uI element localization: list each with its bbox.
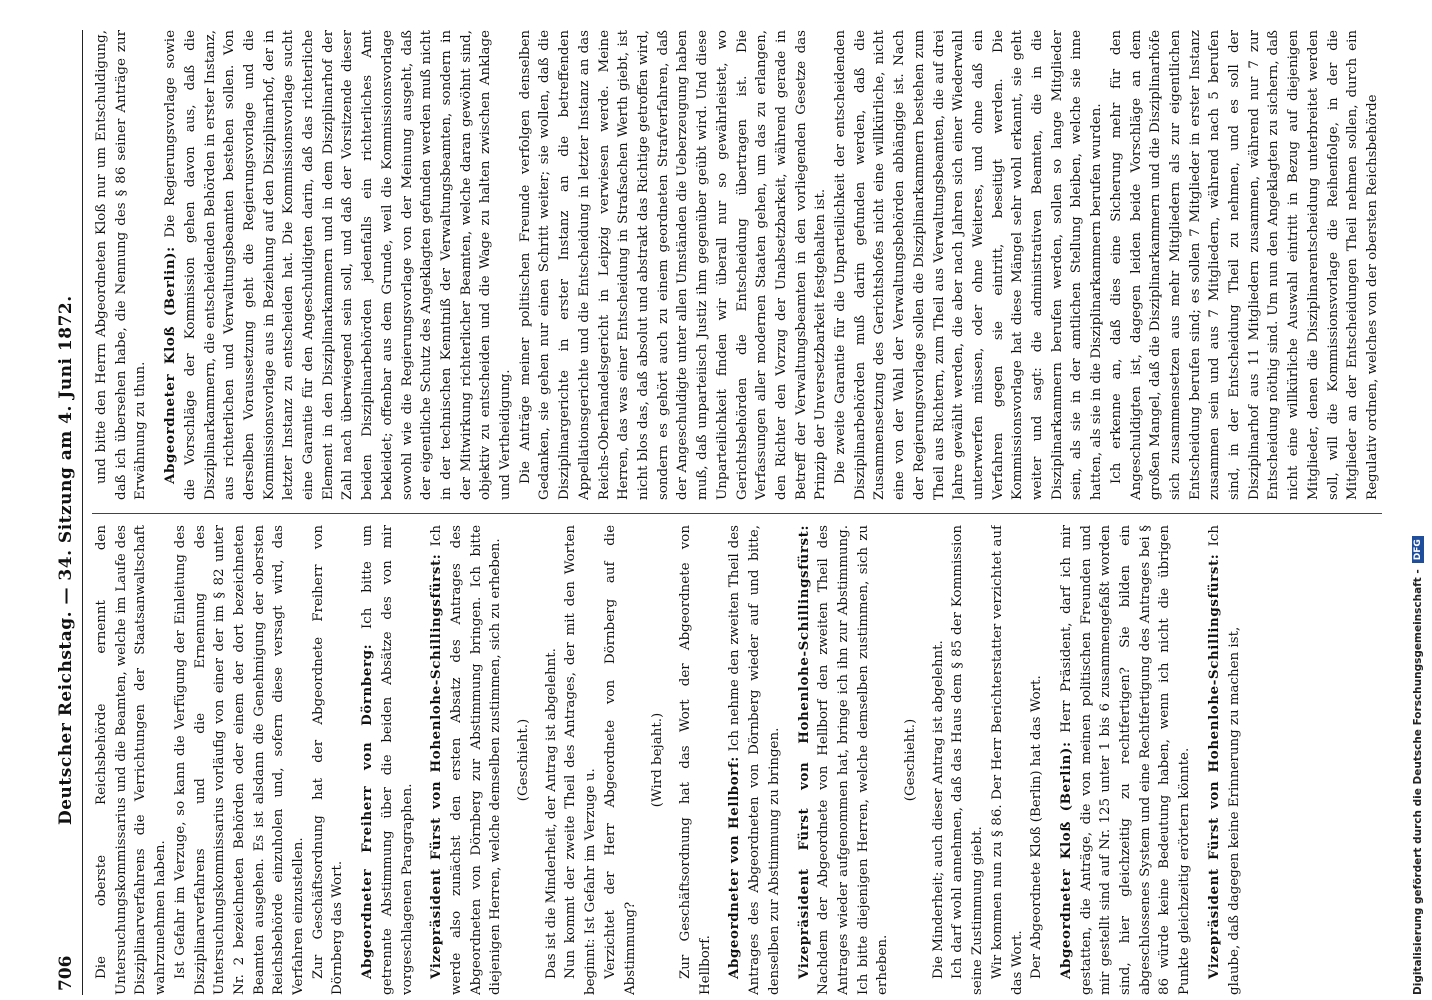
page-number: 706	[56, 955, 76, 991]
speech-text: Ich glaube, daß dagegen keine Erinnerung zu machen ist,	[1206, 525, 1242, 995]
speech-paragraph	[1205, 525, 1244, 995]
column-divider	[92, 513, 1382, 514]
credit-text: Digitalisierung gefördert durch die Deutsche Forschungsgemeinschaft -	[1412, 569, 1424, 995]
text-paragraph: Die zweite Garantie für die Unparteilichkeit der entscheidenden Disziplinarbehörden muß darin gefunden werden, daß die Zusammensetzung des Gerichtshofes nicht eine willkürliche, nicht eine von der Wahl der Verwaltungsbehörden abhängige ist. Nach der Regierungsvorlage sollen die Disziplinarkammern bestehen zum Theil aus Richtern, zum Theil aus Verwaltungsbeamten, die auf drei Jahre gewählt werden, die aber nach Jahren sich einer Wiederwahl unterwerfen müssen, oder ohne Weiteres, und ohne daß ein Verfahren gegen sie eintritt, beseitigt werden. Die Kommissionsvorlage hat diese Mängel sehr wohl erkannt, sie geht weiter und sagt: die administrativen Beamten, die in die Disziplinarkammern berufen werden, sollen so lange Mitglieder sein, als sie in der amtlichen Stellung bleiben, welche sie inne hatten, als sie in die Disziplinarkammern berufen wurden.	[833, 30, 1105, 500]
text-paragraph: Ich erkenne an, daß dies eine Sicherung mehr für den Angeschuldigten ist, dagegen leiden beide Vorschläge an dem großen Mangel, daß die Disziplinarkammern und die Disziplinarhöfe sich zusammensetzen aus mehr Mitgliedern als zur eigentlichen Entscheidung berufen sind; es sollen 7 Mitglieder in erster Instanz zusammen sein und aus 7 Mitgliedern, während nach 5 berufen sind, in der Entscheidung Theil zu nehmen, und es soll der Disziplinarhof aus 11 Mitgliedern zusammen, während nur 7 zur Entscheidung nöthig sind. Um nun den Angeklagten zu sichern, daß nicht eine willkürliche Auswahl eintritt in Bezug auf diejenigen Mitglieder, denen die Disziplinarentscheidung unterbreitet werden soll, will die Kommissionsvorlage die Reihenfolge, in der die Mitglieder an der Entscheidungen Theil nehmen sollen, durch ein Regulativ ordnen, welches von der obersten Reichsbehörde	[1108, 30, 1380, 500]
text-paragraph: Zur Geschäftsordnung hat das Wort der Abgeordnete von Hellborf.	[677, 525, 713, 995]
speech-paragraph	[427, 525, 506, 995]
speech-paragraph	[725, 525, 784, 995]
speaker-name: Abgeordneter von Hellborf:	[726, 756, 743, 979]
stage-direction: (Geschieht.)	[903, 718, 919, 802]
page-header	[50, 30, 83, 995]
speech-paragraph	[1057, 525, 1195, 995]
speech-text: Ich bitte um getrennte Abstimmung über die beiden Absätze des von mir vorgeschlagenen Paragraphen.	[360, 525, 415, 995]
speech-text: Herr Präsident, darf ich mir gestatten, die Anträge, die von meinen politischen Freunden und mir gestellt sind auf Nr. 125 unter 1 bis 6 zusammengefaßt worden sind, hier gleichzeitig zu rechtfertigen? Sie bilden ein abgeschlossenes System und eine Rechtfertigung des Antrages bei § 86 würde keine Bedeutung haben, wenn ich nicht die übrigen Punkte gleichzeitig erörtern könnte.	[1058, 525, 1193, 995]
left-column	[92, 525, 1382, 995]
stage-direction: (Wird bejaht.)	[650, 712, 666, 808]
text-paragraph: Das ist die Minderheit, der Antrag ist abgelehnt.	[543, 648, 559, 979]
text-paragraph: Die oberste Reichsbehörde ernennt den Untersuchungskommissarius und die Beamten, welche im Laufe des Disziplinarverfahrens die Verrichtungen der Staatsanwaltschaft wahrzunehmen haben.	[94, 525, 169, 995]
speaker-name: Vizepräsident Fürst von Hohenlohe-Schillingsfürst:	[1205, 553, 1222, 979]
stage-direction: (Geschieht.)	[516, 718, 532, 802]
text-paragraph: Die Minderheit; auch dieser Antrag ist abgelehnt.	[930, 640, 946, 979]
speaker-name: Abgeordneter Kloß (Berlin):	[1057, 741, 1074, 979]
speech-paragraph	[795, 525, 894, 995]
speaker-name: Abgeordneter Kloß (Berlin):	[162, 246, 179, 484]
speaker-name: Vizepräsident Fürst von Hohenlohe-Schillingsfürst:	[795, 525, 812, 979]
text-paragraph: Der Abgeordnete Kloß (Berlin) hat das Wort.	[1029, 675, 1045, 979]
text-paragraph: Ist Gefahr im Verzuge, so kann die Verfügung der Einleitung des Disziplinarverfahrens und die Ernennung des Untersuchungskommissarius vorläufig von einer der im § 82 unter Nr. 2 bezeichneten Behörden oder einem der dort bezeichneten Beamten ausgehen. Es ist alsdann die Genehmigung der obersten Reichsbehörde einzuholen und, sofern diese versagt wird, das Verfahren einzustellen.	[172, 525, 307, 995]
speech-text: Die Regierungsvorlage sowie die Vorschläge der Kommission gehen davon aus, daß die Disziplinarkammern, die entscheidenden Behörden in erster Instanz, aus richterlichen und Verwaltungsbeamten bestehen sollen. Von derselben Voraussetzung geht die Regierungsvorlage und die Kommissionsvorlage aus in Beziehung auf den Disziplinarhof, der in letzter Instanz zu entscheiden hat. Die Kommissionsvorlage sucht eine Garantie für den Angeschuldigten darin, daß das richterliche Element in den Disziplinarkammern und in dem Disziplinarhof der Zahl nach überwiegend sein soll, und daß der Vorsitzende dieser beiden Disziplinarbehörden jedenfalls ein richterliches Amt bekleidet; offenbar aus dem Grunde, weil die Kommissionsvorlage sowohl wie die Regierungsvorlage von der Meinung ausgeht, daß der eigentliche Schutz des Angeklagten gefunden werden muß nicht in der technischen Kenntniß der Verwaltungsbeamten, sondern in der Mitwirkung richterlicher Beamten, welche daran gewöhnt sind, objektiv zu entscheiden und die Wage zu halten zwischen Anklage und Vertheidigung.	[163, 30, 514, 500]
text-paragraph: Verzichtet der Herr Abgeordnete von Dörnberg auf die Abstimmung?	[602, 525, 638, 995]
text-paragraph: Ich darf wohl annehmen, daß das Haus dem § 85 der Kommission seine Zustimmung giebt.	[950, 525, 986, 995]
dfg-logo: DFG	[1412, 536, 1424, 563]
speech-paragraph	[358, 525, 417, 995]
text-paragraph: Die Anträge meiner politischen Freunde verfolgen denselben Gedanken, sie gehen nur einen Schritt weiter; sie wollen, daß die Disziplinargerichte in erster Instanz an die betreffenden Appellationsgerichte und die Entscheidung in letzter Instanz an das Reichs-Oberhandelsgericht in Leipzig verwiesen werde. Meine Herren, das was einer Entscheidung in Strafsachen Werth giebt, ist nicht blos das, daß absolut und abstrakt das Richtige getroffen wird, sondern es gehört auch zu einem geordneten Strafverfahren, daß der Angeschuldigte unter allen Umständen die Ueberzeugung haben muß, daß unparteiisch Justiz ihm gegenüber geübt wird. Und diese Unparteilichkeit finden wir überall nur so gewährleistet, wo Gerichtsbehörden die Entscheidung übertragen ist. Die Verfassungen aller modernen Staaten gehen, um das zu erlangen, den Richter den Vorzug der Unabsetzbarkeit, während gerade in Betreff der Verwaltungsbeamten in den vorliegenden Gesetze das Prinzip der Unversetzbarkeit festgehalten ist.	[517, 30, 829, 500]
running-title: Deutscher Reichstag. — 34. Sitzung am 4. Juni 1872.	[56, 295, 76, 825]
speech-text: Nachdem der Abgeordnete von Hellborf den zweiten Theil des Antrages wieder aufgenommen hat, bringe ich ihn zur Abstimmung. Ich bitte diejenigen Herren, welche demselben zustimmen, sich zu erheben.	[816, 525, 891, 995]
text-paragraph: Wir kommen nun zu § 86. Der Herr Berichterstatter verzichtet auf das Wort.	[989, 525, 1025, 995]
speech-paragraph	[161, 30, 516, 500]
text-paragraph: und bitte den Herrn Abgeordneten Kloß nur um Entschuldigung, daß ich übersehen habe, die Nennung des § 86 seiner Anträge zur Erwähnung zu thun.	[94, 30, 149, 500]
speech-text: Ich nehme den zweiten Theil des Antrages des Abgeordneten von Dörnberg wieder auf und bitte, denselben zur Abstimmung zu bringen.	[727, 525, 782, 995]
digitization-credit	[1410, 15, 1426, 995]
speaker-name: Abgeordneter Freiherr von Dörnberg:	[359, 643, 376, 979]
speaker-name: Vizepräsident Fürst von Hohenlohe-Schillingsfürst:	[428, 553, 445, 979]
text-paragraph: Zur Geschäftsordnung hat der Abgeordnete Freiherr von Dörnberg das Wort.	[310, 525, 346, 995]
scanned-page	[50, 30, 1390, 995]
text-paragraph: Nun kommt der zweite Theil des Antrages, der mit den Worten beginnt: Ist Gefahr im Verzuge u.	[563, 525, 599, 995]
speech-text: Ich werde also zunächst den ersten Absatz des Antrages des Abgeordneten von Dörnberg zur Abstimmung bringen. Ich bitte diejenigen Herren, welche demselben zustimmen, sich zu erheben.	[429, 525, 504, 995]
right-column	[92, 30, 1382, 500]
text-columns	[92, 30, 1382, 995]
